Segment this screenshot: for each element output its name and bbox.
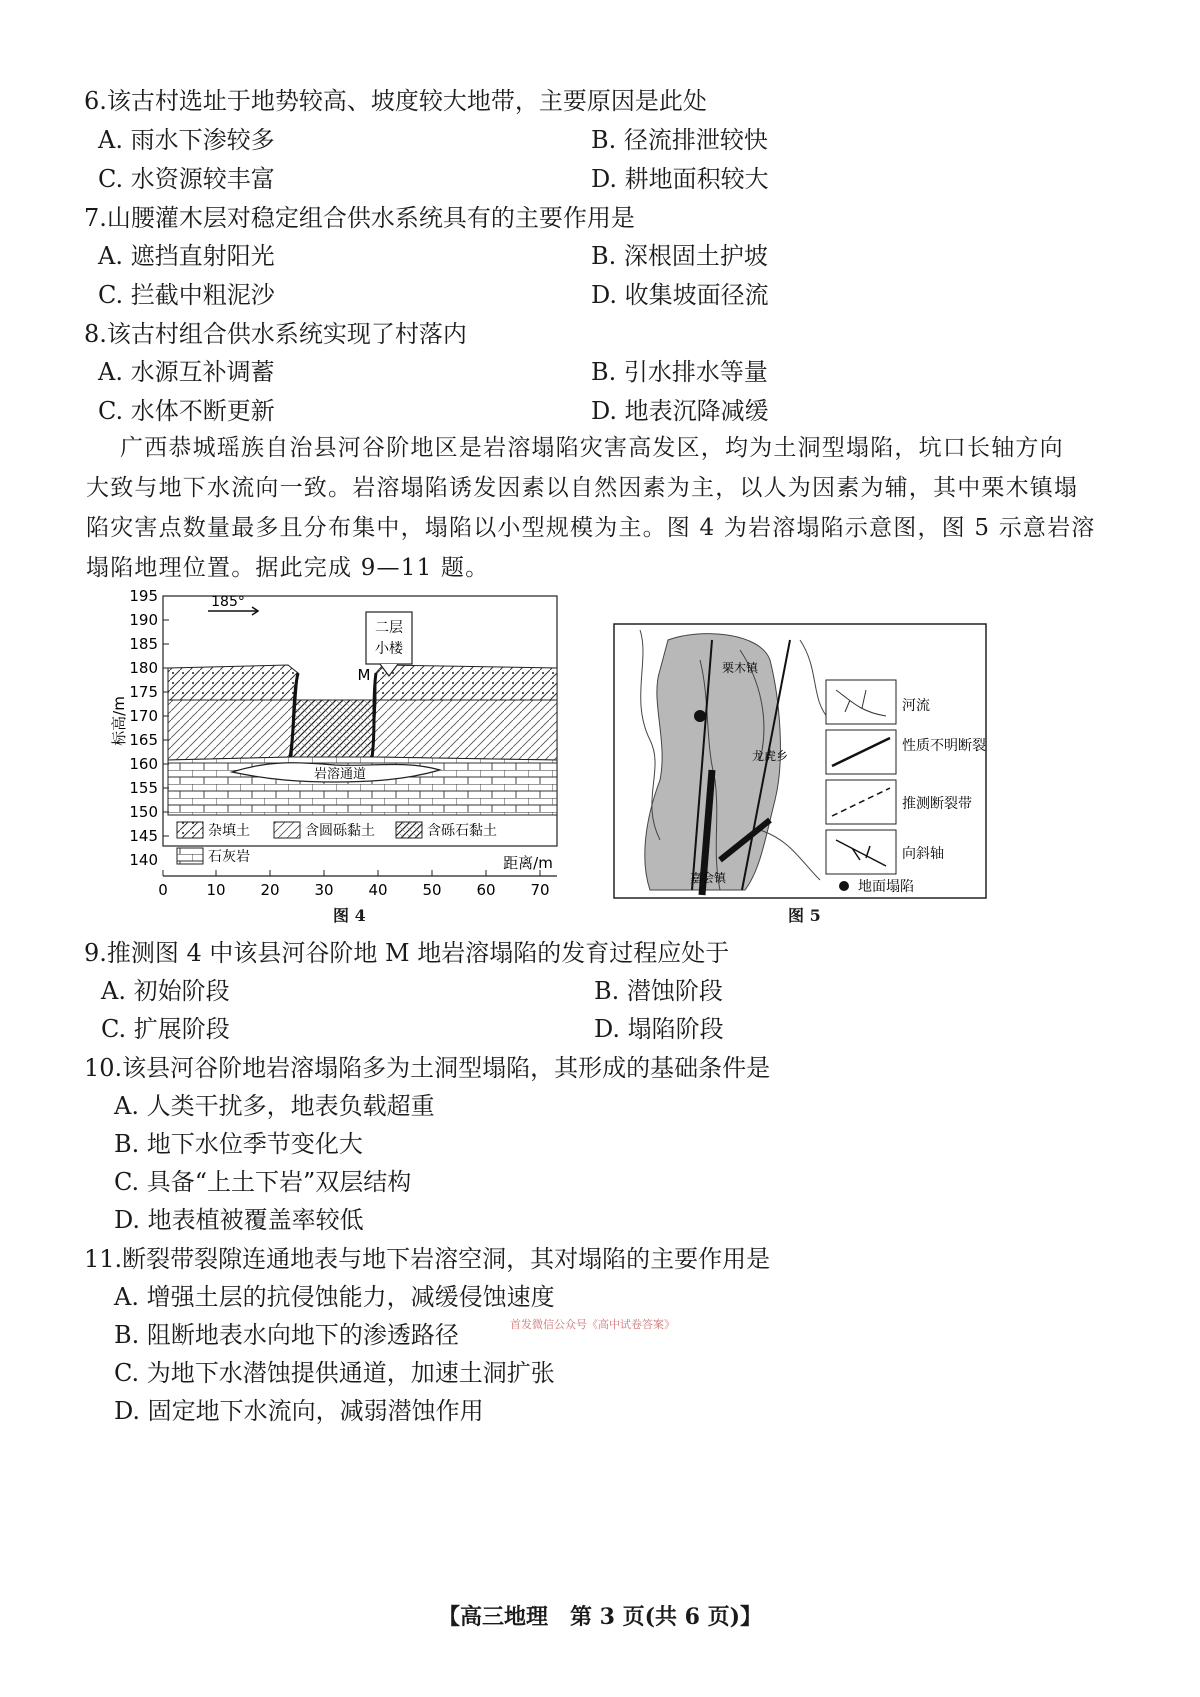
legend-swatch-fill-soil — [177, 822, 203, 838]
karst-channel-label: 岩溶通道 — [313, 767, 367, 782]
question-6-stem: 6.该古村选址于地势较高、坡度较大地带，主要原因是此处 — [84, 87, 707, 115]
legend-box-syncline — [826, 830, 896, 874]
x-tick-20: 20 — [260, 881, 280, 899]
question-10-stem: 10.该县河谷阶地岩溶塌陷多为土洞型塌陷，其形成的基础条件是 — [84, 1054, 771, 1082]
y-tick-140: 140 — [129, 851, 158, 869]
legend-box-river — [826, 680, 896, 724]
x-tick-0: 0 — [158, 881, 168, 899]
y-tick-170: 170 — [129, 707, 158, 725]
layer-round-gravel-clay-left — [168, 700, 296, 760]
q9-option-d: D. 塌陷阶段 — [594, 1015, 724, 1043]
question-7-stem: 7.山腰灌木层对稳定组合供水系统具有的主要作用是 — [84, 204, 635, 232]
building-label-line-1: 二层 — [375, 620, 403, 636]
q9-option-a: A. 初始阶段 — [101, 977, 230, 1005]
q7-option-b: B. 深根固土护坡 — [591, 242, 768, 270]
question-9-stem: 9.推测图 4 中该县河谷阶地 M 地岩溶塌陷的发育过程应处于 — [84, 939, 730, 967]
fig4-x-tick-marks — [163, 870, 540, 876]
q8-option-a: A. 水源互补调蓄 — [98, 358, 275, 386]
question-11-stem: 11.断裂带裂隙连通地表与地下岩溶空洞，其对塌陷的主要作用是 — [84, 1245, 771, 1273]
legend-inferred-fault: 推测断裂带 — [902, 796, 972, 812]
q7-option-a: A. 遮挡直射阳光 — [98, 242, 275, 270]
legend-limestone: 石灰岩 — [208, 849, 250, 865]
q10-option-d: D. 地表植被覆盖率较低 — [114, 1206, 364, 1234]
x-tick-10: 10 — [206, 881, 226, 899]
layer-gravel-clay-middle — [292, 700, 376, 757]
question-8-stem: 8.该古村组合供水系统实现了村落内 — [84, 320, 467, 348]
legend-fill-soil: 杂填土 — [208, 823, 250, 839]
q10-option-c: C. 具备“上土下岩”双层结构 — [114, 1168, 412, 1196]
q10-option-a: A. 人类干扰多，地表负载超重 — [114, 1092, 435, 1120]
fig4-y-tick-labels — [129, 587, 158, 869]
passage-line-2: 大致与地下水流向一致。岩溶塌陷诱发因素以自然因素为主，以人为因素为辅，其中栗木镇塌 — [86, 475, 1079, 501]
layer-round-gravel-clay-right — [373, 700, 557, 760]
place-limu-town: 栗木镇 — [722, 661, 759, 675]
legend-river: 河流 — [902, 698, 930, 714]
q6-option-c: C. 水资源较丰富 — [98, 165, 275, 193]
x-tick-40: 40 — [368, 881, 388, 899]
y-tick-160: 160 — [129, 755, 158, 773]
y-tick-180: 180 — [129, 659, 158, 677]
direction-label: 185° — [211, 594, 245, 610]
x-tick-60: 60 — [476, 881, 496, 899]
layer-fill-soil-left — [168, 665, 298, 700]
legend-ground-collapse: 地面塌陷 — [858, 879, 914, 895]
q10-option-b: B. 地下水位季节变化大 — [114, 1130, 363, 1158]
place-longhu-township: 龙虎乡 — [752, 749, 789, 763]
q8-option-b: B. 引水排水等量 — [591, 358, 768, 386]
legend-unknown-fault: 性质不明断裂 — [902, 738, 986, 754]
y-tick-175: 175 — [129, 683, 158, 701]
x-tick-30: 30 — [314, 881, 334, 899]
collapse-point-icon — [694, 710, 706, 722]
passage-line-3: 陷灾害点数量最多且分布集中，塌陷以小型规模为主。图 4 为岩溶塌陷示意图，图 5 示意岩溶 — [86, 515, 1096, 541]
page-footer: 【高三地理 第 3 页(共 6 页)】 — [437, 1604, 763, 1630]
figure-4-cross-section — [96, 586, 616, 916]
collapse-legend-icon — [839, 881, 849, 891]
q8-option-c: C. 水体不断更新 — [98, 397, 275, 425]
legend-syncline: 向斜轴 — [902, 846, 944, 862]
figure-4-caption: 图 4 — [333, 906, 366, 925]
q9-option-b: B. 潜蚀阶段 — [594, 977, 723, 1005]
legend-round-gravel-clay: 含圆砾黏土 — [305, 823, 375, 839]
q6-option-b: B. 径流排泄较快 — [591, 126, 768, 154]
q6-option-a: A. 雨水下渗较多 — [98, 126, 275, 154]
figure-5-map — [610, 618, 990, 903]
figure-5-caption: 图 5 — [788, 906, 821, 925]
fig4-x-axis-label: 距离/m — [503, 854, 553, 872]
y-tick-150: 150 — [129, 803, 158, 821]
x-tick-70: 70 — [530, 881, 550, 899]
material-passage — [86, 428, 1126, 588]
y-tick-195: 195 — [129, 587, 158, 605]
q11-option-a: A. 增强土层的抗侵蚀能力，减缓侵蚀速度 — [114, 1283, 555, 1311]
fig4-x-tick-labels — [158, 881, 549, 899]
passage-line-4: 塌陷地理位置。据此完成 9—11 题。 — [86, 555, 490, 581]
point-m-label: M — [357, 666, 371, 684]
fig4-y-axis-label: 标高/m — [110, 696, 128, 746]
passage-line-1: 广西恭城瑶族自治县河谷阶地区是岩溶塌陷灾害高发区，均为土洞型塌陷，坑口长轴方向 — [120, 435, 1064, 461]
legend-swatch-limestone — [177, 848, 203, 864]
legend-swatch-gravel-clay — [396, 822, 422, 838]
y-tick-190: 190 — [129, 611, 158, 629]
place-jiahui-town: 嘉会镇 — [690, 871, 727, 885]
building-label-line-2: 小楼 — [375, 641, 403, 657]
q8-option-d: D. 地表沉降减缓 — [591, 397, 769, 425]
y-tick-145: 145 — [129, 827, 158, 845]
y-tick-165: 165 — [129, 731, 158, 749]
q6-option-d: D. 耕地面积较大 — [591, 165, 769, 193]
y-tick-155: 155 — [129, 779, 158, 797]
x-tick-50: 50 — [422, 881, 442, 899]
watermark-text: 首发微信公众号《高中试卷答案》 — [510, 1318, 675, 1331]
legend-swatch-round-gravel-clay — [274, 822, 300, 838]
y-tick-185: 185 — [129, 635, 158, 653]
q7-option-c: C. 拦截中粗泥沙 — [98, 281, 275, 309]
q7-option-d: D. 收集坡面径流 — [591, 281, 769, 309]
q11-option-c: C. 为地下水潜蚀提供通道，加速土洞扩张 — [114, 1359, 555, 1387]
q9-option-c: C. 扩展阶段 — [101, 1015, 230, 1043]
q11-option-b: B. 阻断地表水向地下的渗透路径 — [114, 1321, 459, 1349]
q11-option-d: D. 固定地下水流向，减弱潜蚀作用 — [114, 1397, 484, 1425]
legend-gravel-clay: 含砾石黏土 — [427, 823, 497, 839]
layer-fill-soil-right — [376, 665, 557, 700]
